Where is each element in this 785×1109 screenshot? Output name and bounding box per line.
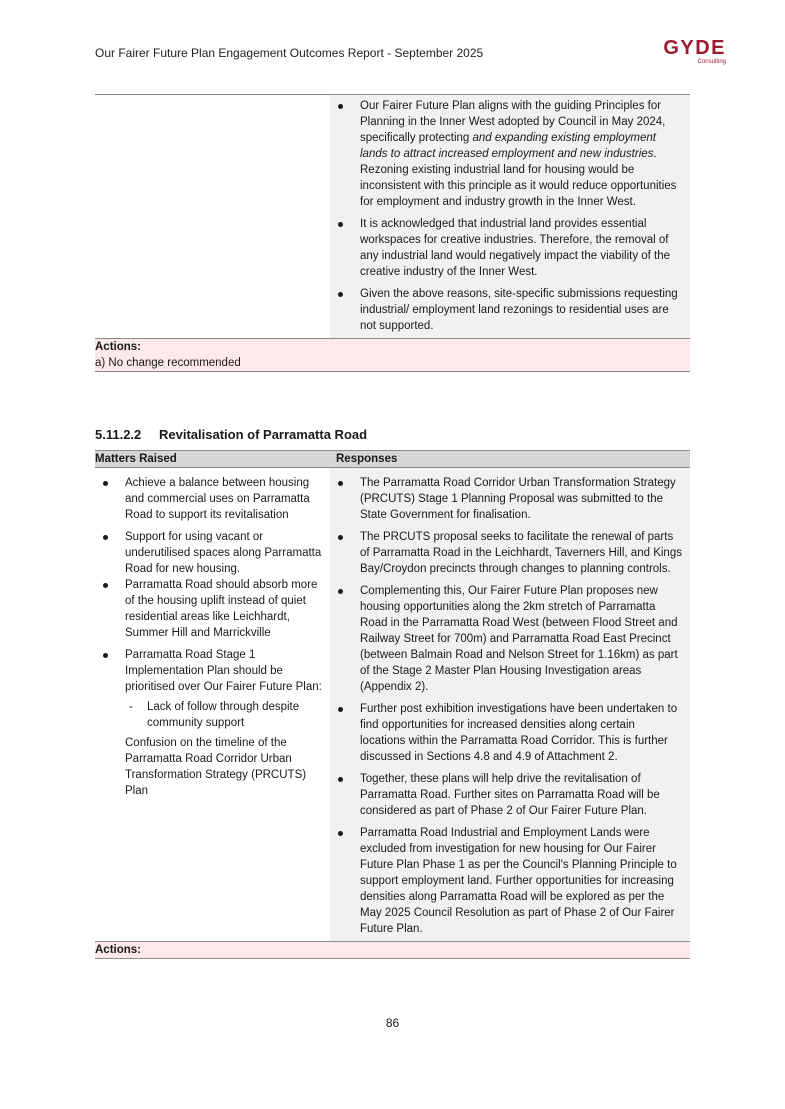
bullet-icon <box>103 481 108 486</box>
matters-cell <box>95 468 330 942</box>
bullet-icon <box>338 831 343 836</box>
list-item: The PRCUTS proposal seeks to facilitate the renewal of parts of Parramatta Road in the Leichhardt, Taverners Hill, and Kings Bay/Croydon precincts through changes to planning controls. <box>330 529 682 577</box>
table-row <box>95 95 690 339</box>
bullet-icon <box>338 589 343 594</box>
logo-subtext: Consulting <box>697 59 726 65</box>
bullet-icon <box>103 535 108 540</box>
matters-cell <box>95 95 330 339</box>
matters-raised-header: Matters Raised <box>95 451 330 468</box>
bullet-icon <box>103 583 108 588</box>
responses-list <box>330 98 682 334</box>
report-header-title: Our Fairer Future Plan Engagement Outcomes Report - September 2025 <box>95 46 484 60</box>
actions-row <box>95 339 690 372</box>
sub-list <box>125 699 322 731</box>
bullet-icon <box>338 777 343 782</box>
section-heading <box>95 427 367 442</box>
list-item: Complementing this, Our Fairer Future Plan proposes new housing opportunities along the 2km stretch of Parramatta Road in the Parramatta Road West (between Flood Street and Railway Street for 700m) and Parramatta Road East Precinct (between Balmain Road and Nelson Street for 1.16km) as part of the Stage 2 Master Plan Housing Investigation areas (Appendix 2). <box>330 583 682 695</box>
list-item: It is acknowledged that industrial land provides essential workspaces for creative industries. Therefore, the removal of any industrial land would negatively impact the viability of the creative industry of the Inner West. <box>330 216 682 280</box>
sub-list-item: - Lack of follow through despite community support <box>129 701 300 729</box>
list-item: Our Fairer Future Plan aligns with the guiding Principles for Planning in the Inner West adopted by Council in May 2024, specifically protecting and expanding existing employment lands to attract increased employment and new industries. Rezoning existing industrial land for housing would be inconsistent with this principle as it would reduce opportunities for employment and industry growth in the Inner West. <box>330 98 682 210</box>
bullet-icon <box>338 707 343 712</box>
list-item: Together, these plans will help drive the revitalisation of Parramatta Road. Further sites on Parramatta Road will be considered as part of Phase 2 of Our Fairer Future Plan. <box>330 771 682 819</box>
actions-row <box>95 942 690 959</box>
table-row <box>95 468 690 942</box>
bullet-icon <box>338 481 343 486</box>
matters-list <box>95 475 322 799</box>
bullet-icon <box>103 653 108 658</box>
list-item: Further post exhibition investigations have been undertaken to find opportunities for increased densities along certain locations within the Parramatta Road Corridor. This is further discussed in Sections 4.8 and 4.9 of Attachment 2. <box>330 701 682 765</box>
section-number: 5.11.2.2 <box>95 427 142 442</box>
list-item: Parramatta Road Industrial and Employment Lands were excluded from investigation for new housing for Our Fairer Future Plan Phase 1 as per the Council's Planning Principle to support employment land. Further opportunities for increasing densities along Parramatta Road will be explored as per the May 2025 Council Resolution as part of Phase 2 of Our Fairer Future Plan. <box>330 825 682 937</box>
gyde-logo <box>638 38 726 70</box>
responses-header: Responses <box>330 451 690 468</box>
responses-cell <box>330 468 690 942</box>
logo-text: GYDE <box>663 37 726 59</box>
parramatta-road-table <box>95 450 690 959</box>
bullet-icon <box>338 222 343 227</box>
list-item: Parramatta Road should absorb more of the housing uplift instead of quiet residential areas like Leichhardt, Summer Hill and Marrickville <box>95 577 322 641</box>
list-item: Support for using vacant or underutilised spaces along Parramatta Road for new housing. <box>95 529 322 577</box>
employment-lands-table <box>95 94 690 372</box>
list-item: The Parramatta Road Corridor Urban Transformation Strategy (PRCUTS) Stage 1 Planning Proposal was submitted to the State Government for finalisation. <box>330 475 682 523</box>
bullet-icon <box>338 104 343 109</box>
list-item: Achieve a balance between housing and commercial uses on Parramatta Road to support its revitalisation <box>95 475 322 523</box>
matter-note: Confusion on the timeline of the Parramatta Road Corridor Urban Transformation Strategy (PRCUTS) Plan <box>125 737 307 797</box>
list-item: Given the above reasons, site-specific submissions requesting industrial/ employment land rezonings to residential uses are not supported. <box>330 286 682 334</box>
table-header-row <box>95 451 690 468</box>
responses-list <box>330 475 682 937</box>
page-number: 86 <box>385 1016 400 1030</box>
bullet-icon <box>338 292 343 297</box>
bullet-icon <box>338 535 343 540</box>
actions-text: a) No change recommended <box>95 357 241 369</box>
list-item: Parramatta Road Stage 1 Implementation Plan should be prioritised over Our Fairer Future Plan: - Lack of follow through despite community support Confusion on the timeline of the Parramatta Road Corridor Urban Transformation Strategy (PRCUTS) Plan <box>95 647 322 799</box>
actions-label: Actions: <box>95 944 141 956</box>
actions-label: Actions: <box>95 341 141 353</box>
section-title: Revitalisation of Parramatta Road <box>159 427 368 442</box>
responses-cell <box>330 95 690 339</box>
